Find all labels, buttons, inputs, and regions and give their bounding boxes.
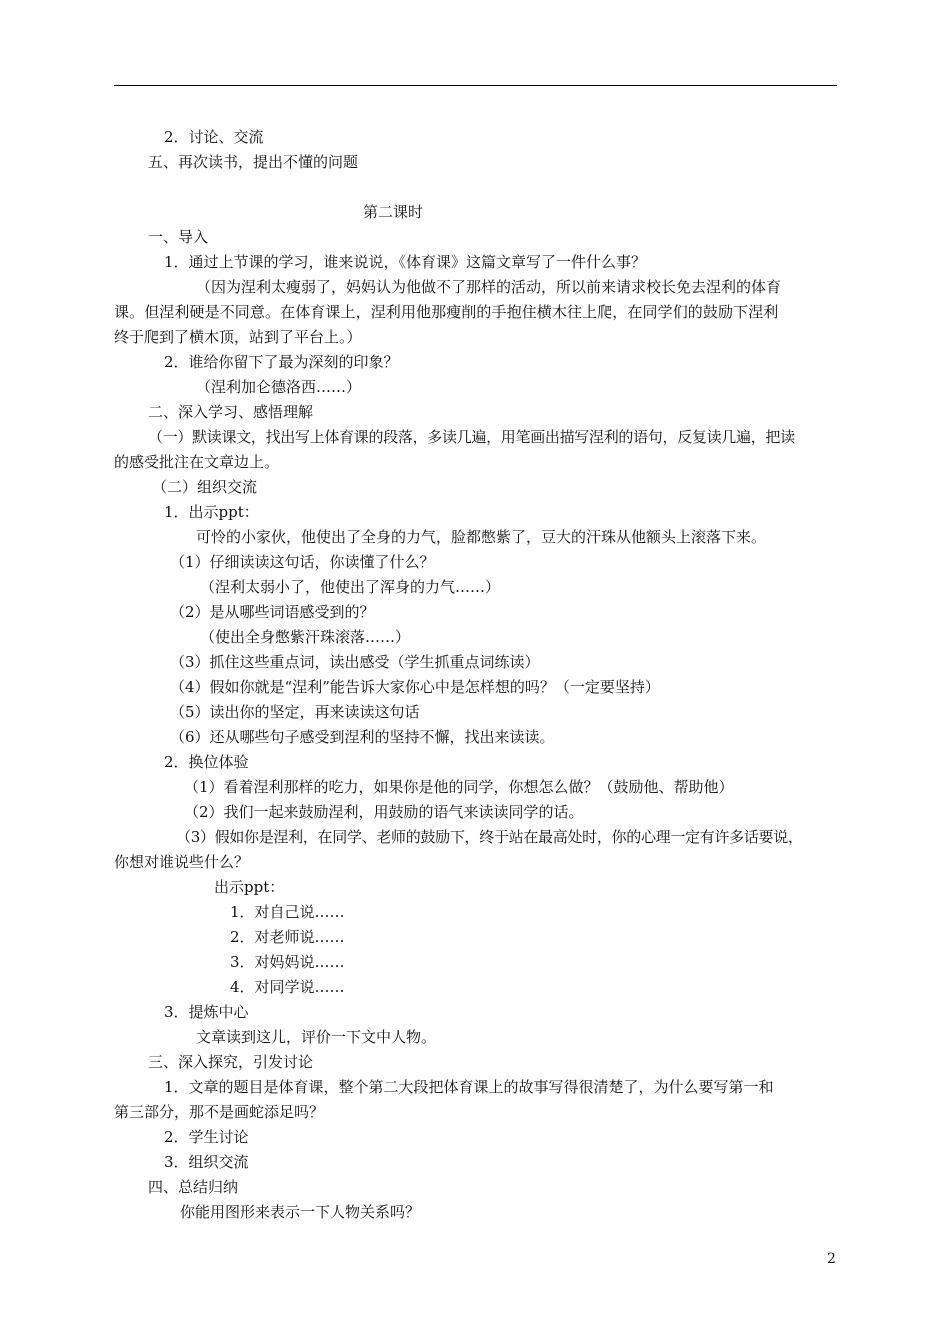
text-line: （因为涅利太瘦弱了，妈妈认为他做不了那样的活动，所以前来请求校长免去涅利的体育	[196, 278, 782, 296]
text-line: （1）看着涅利那样的吃力，如果你是他的同学，你想怎么做？（鼓励他、帮助他）	[184, 778, 734, 796]
text-line: 可怜的小家伙，他使出了全身的力气，脸都憋紫了，豆大的汗珠从他额头上滚落下来。	[196, 528, 767, 546]
text-line: 3．组织交流	[164, 1153, 249, 1171]
text-line: 五、再次读书，提出不懂的问题	[148, 153, 359, 171]
text-line: 1．出示ppt：	[164, 503, 259, 521]
text-line: 2．讨论、交流	[164, 128, 264, 146]
text-line: 你能用图形来表示一下人物关系吗？	[180, 1203, 421, 1221]
text-line: （使出全身憋紫汗珠滚落……）	[200, 628, 411, 646]
text-line: 的感受批注在文章边上。	[114, 453, 280, 471]
text-line: （3）假如你是涅利，在同学、老师的鼓励下，终于站在最高处时，你的心理一定有许多话要说，	[176, 828, 803, 846]
text-line: 第三部分，那不是画蛇添足吗？	[114, 1103, 325, 1121]
text-line: 四、总结归纳	[148, 1178, 239, 1196]
text-line: 2．对老师说……	[230, 928, 345, 946]
text-line: （6）还从哪些句子感受到涅利的坚持不懈，找出来读读。	[170, 728, 555, 746]
header-rule	[114, 85, 837, 86]
text-line: 三、深入探究，引发讨论	[148, 1053, 314, 1071]
text-line: 1．通过上节课的学习，谁来说说，《体育课》这篇文章写了一件什么事？	[164, 253, 647, 271]
text-line: 1．文章的题目是体育课，整个第二大段把体育课上的故事写得很清楚了，为什么要写第一和	[164, 1078, 774, 1096]
text-line: 你想对谁说些什么？	[114, 853, 250, 871]
text-line: （2）我们一起来鼓励涅利，用鼓励的语气来读读同学的话。	[184, 803, 584, 821]
text-line: （2）是从哪些词语感受到的？	[170, 603, 375, 621]
text-line: 课。但涅利硬是不同意。在体育课上，涅利用他那瘦削的手抱住横木往上爬，在同学们的鼓励下涅利	[114, 303, 779, 321]
text-line: （涅利加仑德洛西……）	[196, 378, 362, 396]
text-line: 出示ppt：	[214, 878, 285, 896]
text-line: 2．谁给你留下了最为深刻的印象？	[164, 353, 399, 371]
text-line: （5）读出你的坚定，再来读读这句话	[170, 703, 420, 721]
text-line: 二、深入学习、感悟理解	[148, 403, 314, 421]
text-line: 一、导入	[148, 228, 209, 246]
text-line: 2．换位体验	[164, 753, 249, 771]
text-line: （1）仔细读读这句话，你读懂了什么？	[170, 553, 435, 571]
text-line: 1．对自己说……	[230, 903, 345, 921]
page-number: 2	[827, 1251, 836, 1267]
text-line: （3）抓住这些重点词，读出感受（学生抓重点词练读）	[170, 653, 540, 671]
section-title: 第二课时	[363, 203, 424, 221]
text-line: （一）默读课文，找出写上体育课的段落，多读几遍，用笔画出描写涅利的语句，反复读几遍，把读	[148, 428, 795, 446]
text-line: 终于爬到了横木顶，站到了平台上。）	[114, 328, 362, 346]
text-line: 文章读到这儿，评价一下文中人物。	[196, 1028, 437, 1046]
text-line: 3．提炼中心	[164, 1003, 249, 1021]
text-line: 4．对同学说……	[230, 978, 345, 996]
text-line: 3．对妈妈说……	[230, 953, 345, 971]
text-line: （4）假如你就是“涅利”能告诉大家你心中是怎样想的吗？（一定要坚持）	[170, 678, 660, 696]
text-line: （涅利太弱小了，他使出了浑身的力气……）	[200, 578, 501, 596]
text-line: 2．学生讨论	[164, 1128, 249, 1146]
text-line: （二）组织交流	[152, 478, 258, 496]
